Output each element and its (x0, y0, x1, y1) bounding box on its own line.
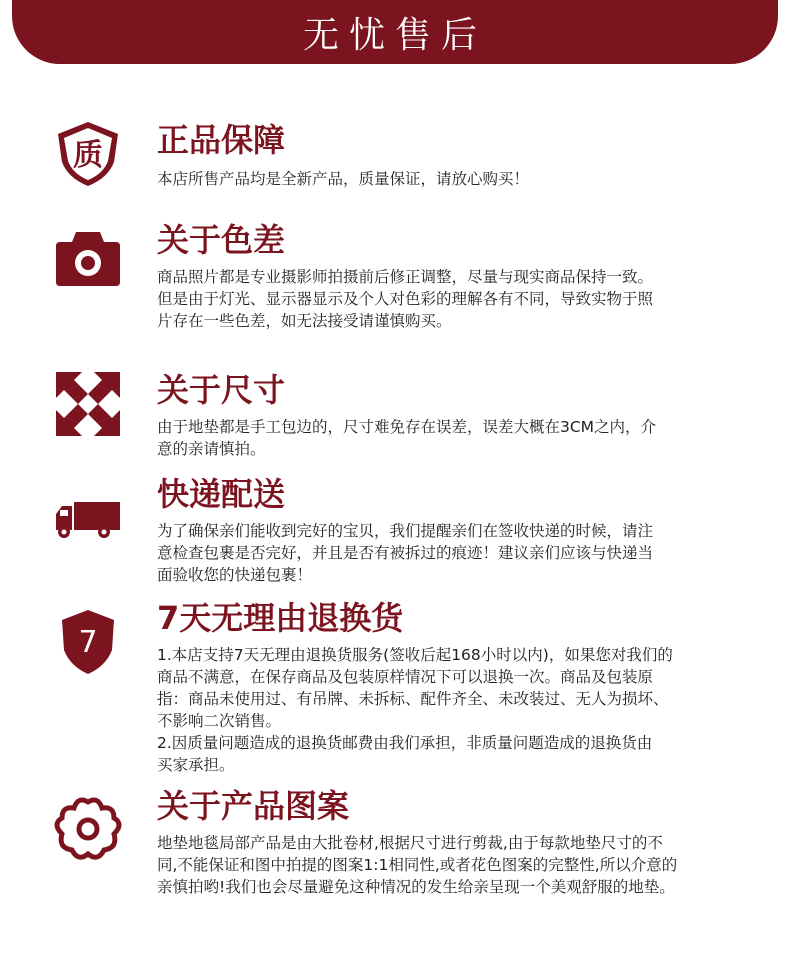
section-title: 正品保障 (157, 121, 286, 159)
body-line: 意检查包裹是否完好，并且是否有被拆过的痕迹！建议亲们应该与快递当 (157, 544, 654, 562)
body-line: 意的亲请慎拍。 (157, 440, 266, 458)
section-title: 关于产品图案 (157, 787, 350, 825)
section-title: 关于尺寸 (157, 371, 286, 409)
body-line: 不影响二次销售。 (157, 712, 282, 730)
section-body (157, 266, 757, 332)
body-line: 买家承担。 (157, 756, 235, 774)
body-line: 指：商品未使用过、有吊牌、未拆标、配件齐全、未改装过、无人为损坏、 (157, 690, 669, 708)
quality-shield-text: 质 (73, 138, 103, 173)
body-line: 1.本店支持7天无理由退换货服务(签收后起168小时以内)，如果您对我们的 (157, 646, 673, 664)
body-line: 商品照片都是专业摄影师拍摄前后修正调整，尽量与现实商品保持一致。 (157, 268, 654, 286)
body-line: 但是由于灯光、显示器显示及个人对色彩的理解各有不同，导致实物于照 (157, 290, 654, 308)
seven-day-shield-text: 7 (78, 625, 98, 660)
quality-shield-icon (52, 118, 124, 190)
body-line: 本店所售产品均是全新产品，质量保证，请放心购买！ (157, 170, 530, 188)
delivery-truck-icon (52, 480, 124, 552)
page-subtitle: WORRY FREE AFTER SALE (259, 80, 531, 91)
body-line: 由于地垫都是手工包边的，尺寸难免存在误差，误差大概在3CM之内，介 (157, 418, 657, 436)
body-line: 同,不能保证和图中拍提的图案1:1相同性,或者花色图案的完整性,所以介意的 (157, 856, 678, 874)
section-body (157, 416, 757, 460)
seven-day-shield-icon (52, 606, 124, 678)
body-line: 地垫地毯局部产品是由大批卷材,根据尺寸进行剪裁,由于每款地垫尺寸的不 (157, 834, 663, 852)
body-line: 2.因质量问题造成的退换货邮费由我们承担，非质量问题造成的退换货由 (157, 734, 653, 752)
body-line: 商品不满意，在保存商品及包装原样情况下可以退换一次。商品及包装原 (157, 668, 654, 686)
section-body (157, 168, 757, 190)
expand-arrows-icon (52, 368, 124, 440)
section-body (157, 520, 757, 586)
section-title: 关于色差 (157, 221, 286, 259)
page-title (0, 40, 790, 70)
section-body (157, 832, 757, 898)
body-line: 片存在一些色差，如无法接受请谨慎购买。 (157, 312, 452, 330)
flower-icon (52, 792, 124, 864)
camera-icon (52, 222, 124, 294)
section-body (157, 644, 757, 776)
body-line: 为了确保亲们能收到完好的宝贝，我们提醒亲们在签收快递的时候，请注 (157, 522, 654, 540)
body-line: 亲慎拍哟!我们也会尽量避免这种情况的发生给亲呈现一个美观舒服的地垫。 (157, 878, 675, 896)
section-title: 7天无理由退换货 (157, 599, 404, 637)
body-line: 面验收您的快递包裹！ (157, 566, 313, 584)
section-title: 快递配送 (157, 475, 286, 513)
